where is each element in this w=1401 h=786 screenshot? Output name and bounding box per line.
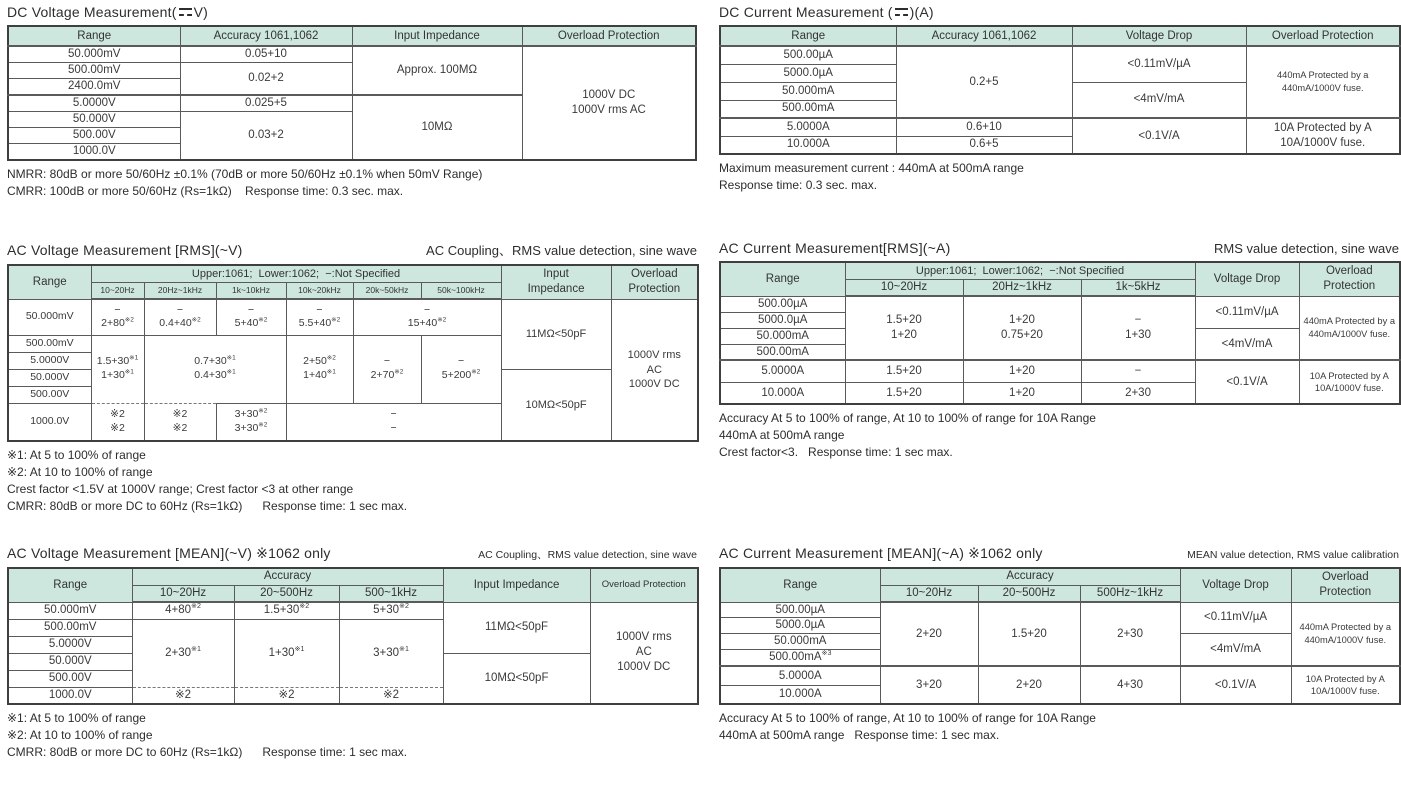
col-header-freq: 500Hz~1kHz [1080,585,1180,602]
range-cell: 500.00mV [8,619,132,636]
col-header-voltage-drop: Voltage Drop [1180,568,1291,602]
col-header-range: Range [8,26,180,46]
range-cell: 5000.0µA [720,64,896,82]
col-header-overload: Overload Protection [1246,26,1400,46]
accuracy-cell: − $5+40^{※2}$ [216,299,286,335]
accuracy-cell: $1.5+30^{※2}$ [234,602,339,619]
col-header-impedance: Input Impedance [443,568,590,602]
accuracy-cell: $3+30^{※1}$ [339,619,443,687]
note-line: Crest factor<3. Response time: 1 sec max. [719,445,953,460]
dc-current-section [719,4,1399,194]
col-header-impedance: Input Impedance [501,265,611,299]
range-cell: 500.00µA [720,296,845,312]
ac-voltage-rms-section [7,240,697,515]
overload-cell: 10A Protected by A 10A/1000V fuse. [1299,360,1400,404]
overload-cell: 10A Protected by A 10A/1000V fuse. [1246,118,1400,154]
note-line: Response time: 0.3 sec. max. [719,178,878,192]
accuracy-cell: ※2 [234,687,339,704]
impedance-cell: 10MΩ<50pF [443,653,590,704]
voltage-drop-cell: <4mV/mA [1180,634,1291,666]
accuracy-cell: $0.7+30^{※1}$ $0.4+30^{※1}$ [144,335,286,403]
note-line: 440mA at 500mA range Response time: 1 sec max. [719,728,1000,743]
col-header-model-group: Upper:1061; Lower:1062; −:Not Specified [845,262,1195,279]
col-header-freq: 10~20Hz [91,282,144,299]
range-cell: 2400.0mV [8,78,180,94]
range-cell: 1000.0V [8,403,91,441]
note-line: Accuracy At 5 to 100% of range, At 10 to 100% of range for 10A Range [719,711,1096,726]
accuracy-cell: − $0.4+40^{※2}$ [144,299,216,335]
accuracy-cell: $1+30^{※1}$ [234,619,339,687]
voltage-drop-cell: <0.1V/A [1072,118,1246,154]
range-cell: 10.000A [720,136,896,154]
overload-cell: 1000V DC 1000V rms AC [522,46,696,160]
col-header-range: Range [8,265,91,299]
col-header-freq: 10k~20kHz [286,282,353,299]
range-cell: 1000.0V [8,687,132,704]
dc-current-title: DC Current Measurement ( )(A) [719,4,934,20]
range-cell: 5000.0µA [720,312,845,328]
accuracy-cell: − $5.5+40^{※2}$ [286,299,353,335]
accuracy-cell: $5+30^{※2}$ [339,602,443,619]
accuracy-cell: 0.025+5 [180,95,352,111]
impedance-cell: 10MΩ [352,95,522,160]
accuracy-cell: 1+20 [963,382,1081,404]
voltage-drop-cell: <0.1V/A [1195,360,1299,404]
range-cell: 50.000mV [8,46,180,62]
impedance-cell: 10MΩ<50pF [501,369,611,441]
accuracy-cell: ※2 ※2 [91,403,144,441]
col-header-accuracy-group: Accuracy [132,568,443,585]
accuracy-cell: $4+80^{※2}$ [132,602,234,619]
accuracy-cell: − $5+200^{※2}$ [421,335,501,403]
ac-current-mean-title: AC Current Measurement [MEAN](~A) ※1062 only [719,545,1043,561]
col-header-impedance: Input Impedance [352,26,522,46]
ac-current-mean-notes [719,710,1399,744]
col-header-freq: 1k~5kHz [1081,279,1195,296]
range-cell: 500.00µA [720,602,880,618]
voltage-drop-cell: <0.11mV/µA [1195,296,1299,328]
note-line: Maximum measurement current : 440mA at 500mA range [719,161,1024,175]
range-cell: 50.000mA [720,82,896,100]
col-header-model-group: Upper:1061; Lower:1062; −:Not Specified [91,265,501,282]
accuracy-cell: 0.03+2 [180,111,352,159]
range-cell: 50.000mV [8,299,91,335]
dc-symbol-icon [895,8,908,16]
accuracy-cell: $2+50^{※2}$ $1+40^{※1}$ [286,335,353,403]
ac-voltage-mean-section [7,545,697,761]
overload-cell: 440mA Protected by a 440mA/1000V fuse. [1291,602,1400,666]
col-header-voltage-drop: Voltage Drop [1072,26,1246,46]
note-line: CMRR: 100dB or more 50/60Hz (Rs=1kΩ) Response time: 0.3 sec. max. [7,183,404,198]
impedance-cell: 11MΩ<50pF [501,299,611,369]
note-line: ※2: At 10 to 100% of range [7,465,153,479]
col-header-freq: 20k~50kHz [353,282,421,299]
overload-cell: 1000V rms AC 1000V DC [590,602,698,704]
col-header-range: Range [720,262,845,296]
accuracy-cell: $2+30^{※1}$ [132,619,234,687]
ac-current-rms-subtitle: RMS value detection, sine wave [1214,241,1399,256]
col-header-freq: 20Hz~1kHz [963,279,1081,296]
range-cell: $500.00mA^{※3}$ [720,650,880,666]
overload-cell: 10A Protected by A 10A/1000V fuse. [1291,666,1400,704]
accuracy-cell: 0.05+10 [180,46,352,62]
col-header-freq: 10~20Hz [880,585,978,602]
col-header-overload: Overload Protection [611,265,698,299]
dc-voltage-title: DC Voltage Measurement( V) [7,4,208,20]
range-cell: 10.000A [720,382,845,404]
col-header-overload: Overload Protection [522,26,696,46]
accuracy-cell: ※2 [339,687,443,704]
note-line: ※1: At 5 to 100% of range [7,448,146,462]
range-cell: 50.000V [8,653,132,670]
voltage-drop-cell: <0.11mV/µA [1180,602,1291,634]
accuracy-cell: − $15+40^{※2}$ [353,299,501,335]
dc-voltage-table [7,25,697,161]
range-cell: 10.000A [720,685,880,704]
dc-current-table [719,25,1401,155]
range-cell: 500.00mA [720,344,845,360]
accuracy-cell: $1.5+30^{※1}$ $1+30^{※1}$ [91,335,144,403]
dc-current-notes [719,160,1399,194]
range-cell: 500.00V [8,670,132,687]
overload-cell: 1000V rms AC 1000V DC [611,299,698,441]
range-cell: 50.000mA [720,634,880,650]
col-header-freq: 20~500Hz [978,585,1080,602]
accuracy-cell: 0.6+5 [896,136,1072,154]
range-cell: 500.00V [8,127,180,143]
range-cell: 5.0000V [8,352,91,369]
col-header-freq: 10~20Hz [132,585,234,602]
ac-voltage-mean-notes [7,710,697,761]
accuracy-cell: − $2+70^{※2}$ [353,335,421,403]
ac-current-mean-subtitle: MEAN value detection, RMS value calibration [1187,549,1399,561]
col-header-freq: 500~1kHz [339,585,443,602]
col-header-accuracy: Accuracy 1061,1062 [180,26,352,46]
ac-voltage-rms-table [7,264,699,442]
note-line: ※1: At 5 to 100% of range [7,711,146,725]
accuracy-cell: 3+20 [880,666,978,704]
note-line: NMRR: 80dB or more 50/60Hz ±0.1% (70dB or more 50/60Hz ±0.1% when 50mV Range) [7,166,483,181]
accuracy-cell: 4+30 [1080,666,1180,704]
overload-cell: 440mA Protected by a 440mA/1000V fuse. [1299,296,1400,360]
range-cell: 5.0000A [720,360,845,382]
accuracy-cell: 1.5+20 [978,602,1080,666]
accuracy-cell: 0.2+5 [896,46,1072,118]
accuracy-cell: 1.5+20 1+20 [845,296,963,360]
range-cell: 5.0000A [720,118,896,136]
ac-current-rms-section [719,240,1399,461]
col-header-voltage-drop: Voltage Drop [1195,262,1299,296]
range-cell: 50.000mA [720,328,845,344]
range-cell: 500.00mV [8,62,180,78]
col-header-freq: 1k~10kHz [216,282,286,299]
accuracy-cell: $3+30^{※2}$ $3+30^{※2}$ [216,403,286,441]
dc-voltage-notes [7,166,697,200]
ac-voltage-mean-title: AC Voltage Measurement [MEAN](~V) ※1062 only [7,545,331,561]
ac-voltage-rms-title: AC Voltage Measurement [RMS](~V) [7,242,243,258]
note-line: ※2: At 10 to 100% of range [7,728,153,742]
range-cell: 50.000V [8,111,180,127]
accuracy-cell: − [1081,360,1195,382]
range-cell: 5.0000V [8,636,132,653]
ac-current-mean-section [719,545,1399,744]
accuracy-cell: 2+30 [1081,382,1195,404]
note-line: Accuracy At 5 to 100% of range, At 10 to 100% of range for 10A Range [719,411,1096,426]
voltage-drop-cell: <0.1V/A [1180,666,1291,704]
dc-voltage-section [7,4,697,200]
voltage-drop-cell: <4mV/mA [1195,328,1299,360]
col-header-overload: Overload Protection [590,568,698,602]
note-line: Crest factor <1.5V at 1000V range; Crest factor <3 at other range [7,482,354,496]
range-cell: 5.0000A [720,666,880,685]
ac-voltage-rms-notes [7,447,697,515]
range-cell: 50.000mV [8,602,132,619]
col-header-freq: 50k~100kHz [421,282,501,299]
dc-symbol-icon [179,8,192,16]
accuracy-cell: 0.6+10 [896,118,1072,136]
col-header-freq: 20Hz~1kHz [144,282,216,299]
accuracy-cell: − 1+30 [1081,296,1195,360]
accuracy-cell: 1+20 [963,360,1081,382]
accuracy-cell: 1.5+20 [845,360,963,382]
impedance-cell: Approx. 100MΩ [352,46,522,95]
accuracy-cell: − − [286,403,501,441]
ac-current-rms-table [719,261,1401,405]
range-cell: 5000.0µA [720,618,880,634]
range-cell: 50.000V [8,369,91,386]
range-cell: 500.00mV [8,335,91,352]
impedance-cell: 11MΩ<50pF [443,602,590,653]
ac-voltage-mean-subtitle: AC Coupling、RMS value detection, sine wave [478,549,697,561]
note-line: 440mA at 500mA range [719,428,845,443]
accuracy-cell: 0.02+2 [180,62,352,94]
accuracy-cell: 2+30 [1080,602,1180,666]
range-cell: 1000.0V [8,143,180,159]
range-cell: 500.00V [8,386,91,403]
col-header-freq: 10~20Hz [845,279,963,296]
col-header-range: Range [8,568,132,602]
note-line: CMRR: 80dB or more DC to 60Hz (Rs=1kΩ) Response time: 1 sec max. [7,745,408,759]
accuracy-cell: − $2+80^{※2}$ [91,299,144,335]
voltage-drop-cell: <4mV/mA [1072,82,1246,118]
range-cell: 500.00mA [720,100,896,118]
ac-current-rms-title: AC Current Measurement[RMS](~A) [719,240,951,256]
col-header-range: Range [720,26,896,46]
accuracy-cell: ※2 ※2 [144,403,216,441]
accuracy-cell: 2+20 [880,602,978,666]
ac-voltage-mean-table [7,567,699,705]
accuracy-cell: ※2 [132,687,234,704]
col-header-accuracy: Accuracy 1061,1062 [896,26,1072,46]
col-header-range: Range [720,568,880,602]
accuracy-cell: 1.5+20 [845,382,963,404]
col-header-overload: Overload Protection [1291,568,1400,602]
ac-current-rms-notes [719,410,1399,461]
accuracy-cell: 1+20 0.75+20 [963,296,1081,360]
range-cell: 5.0000V [8,95,180,111]
col-header-accuracy-group: Accuracy [880,568,1180,585]
note-line: CMRR: 80dB or more DC to 60Hz (Rs=1kΩ) Response time: 1 sec max. [7,499,408,513]
ac-current-mean-table [719,567,1401,705]
col-header-freq: 20~500Hz [234,585,339,602]
voltage-drop-cell: <0.11mV/µA [1072,46,1246,82]
ac-voltage-rms-subtitle: AC Coupling、RMS value detection, sine wave [426,243,697,258]
col-header-overload: Overload Protection [1299,262,1400,296]
range-cell: 500.00µA [720,46,896,64]
accuracy-cell: 2+20 [978,666,1080,704]
overload-cell: 440mA Protected by a 440mA/1000V fuse. [1246,46,1400,118]
